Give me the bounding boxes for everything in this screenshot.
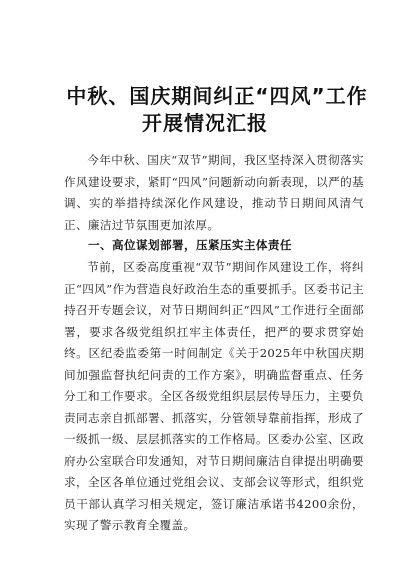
section-1-paragraph: 节前，区委高度重视“双节”期间作风建设工作，将纠正“四风”作为营造良好政治生态的重要抓手。区委书记主持召开专题会议，对节日期间纠正“四风”工作进行全面部署，要求各级党组织扛牢主体责任，把严的要求贯穿始终。区纪委监委第一时间制定《关于2025年中秋国庆期间加强监督执纪问责的工作方案》，明确监督重点、任务分工和工作要求。全区各级党组织层层传导压力，主要负责同志亲自抓部署、抓落实，分管领导靠前指挥，形成了一级抓一级、层层抓落实的工作格局。区委办公室、区政府办公室联合印发通知，对节日期间廉洁自律提出明确要求，全区各单位通过党组会议、支部会议等形式，组织党员干部认真学习相关规定，签订廉洁承诺书4200余份，实现了警示教育全覆盖。 [64, 260, 364, 532]
document-title-line-2: 开展情况汇报 [142, 111, 268, 135]
section-1-heading: 一、高位谋划部署，压紧压实主体责任 [88, 238, 292, 252]
intro-paragraph: 今年中秋、国庆“双节”期间，我区坚持深入贯彻落实作风建设要求，紧盯“四风”问题新动向新表现，以严的基调、实的举措持续深化作风建设，推动节日期间风清气正、廉洁过节氛围更加浓厚。 [64, 153, 364, 232]
document-title-line-1: 中秋、国庆期间纠正“四风”工作 [66, 84, 368, 108]
